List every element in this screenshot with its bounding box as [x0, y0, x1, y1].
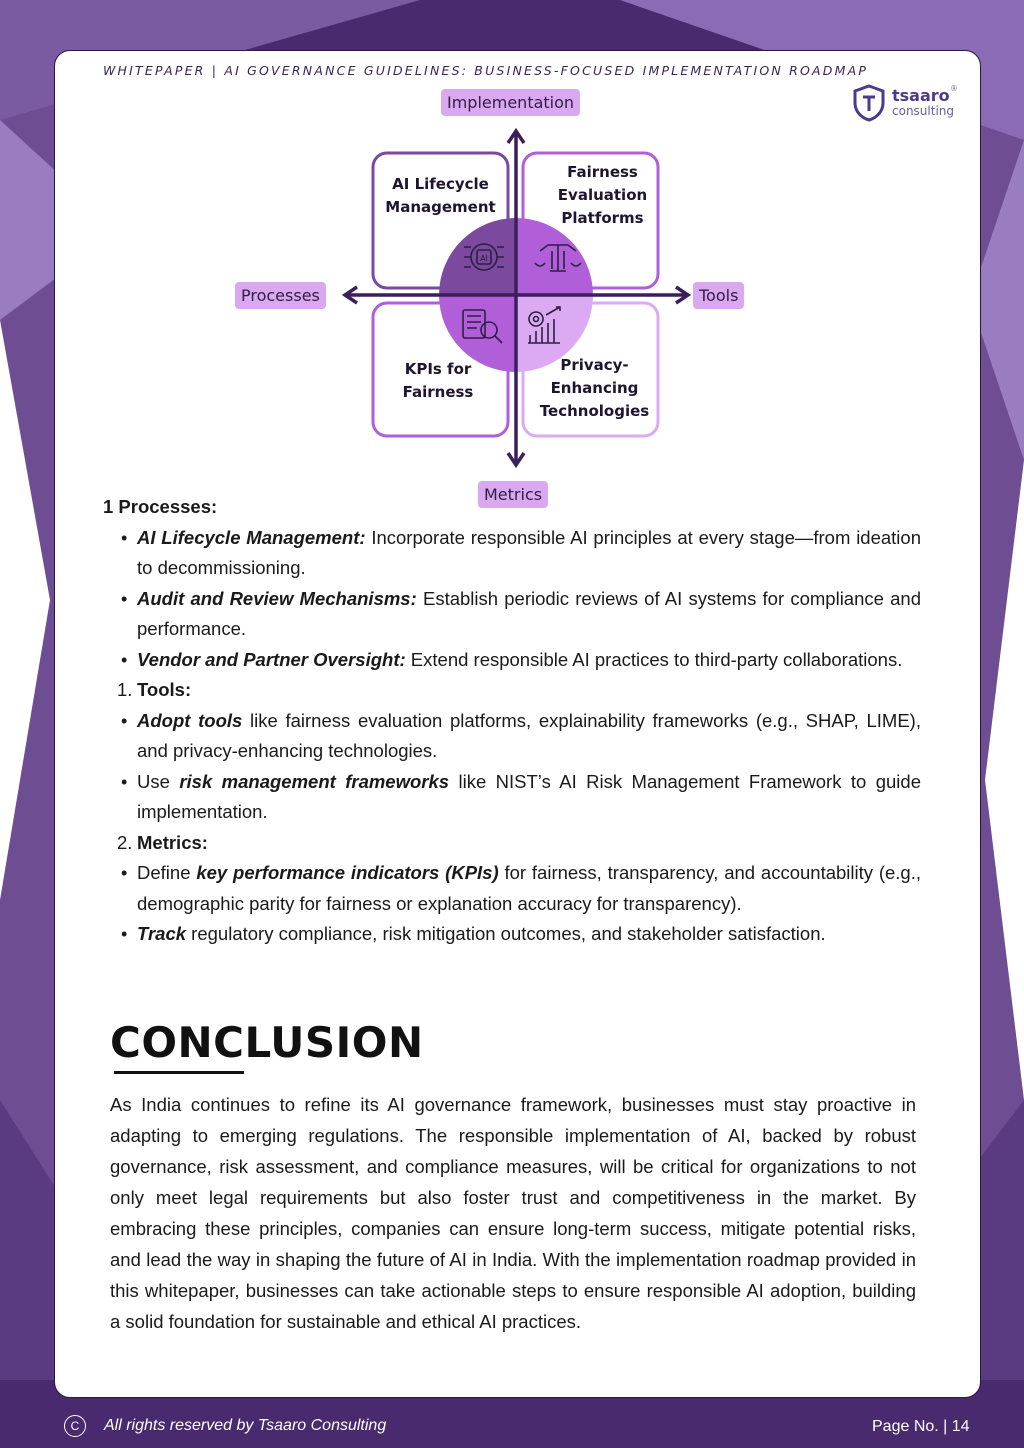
- shield-icon: [852, 84, 886, 122]
- axis-label-tools: Tools: [693, 282, 744, 309]
- axis-label-processes: Processes: [235, 282, 326, 309]
- list-item: • Audit and Review Mechanisms: Establish periodic reviews of AI systems for compliance and performance.: [103, 584, 921, 645]
- svg-text:AI: AI: [480, 254, 488, 263]
- list-item: • Define key performance indicators (KPIs) for fairness, transparency, and accountability (e.g., demographic parity for fairness or explanation accuracy for transparency).: [103, 858, 921, 919]
- quadrant-label-kpis: KPIs for Fairness: [402, 360, 474, 401]
- list-item: • Vendor and Partner Oversight: Extend responsible AI practices to third-party collaborations.: [103, 645, 921, 676]
- quadrant-label-ai-lifecycle: AI Lifecycle Management: [385, 175, 496, 216]
- quadrant-label-fairness-platforms: Fairness Evaluation Platforms: [557, 163, 648, 227]
- list-item: • Adopt tools like fairness evaluation platforms, explainability frameworks (e.g., SHAP, LIME), and privacy-enhancing technologies.: [103, 706, 921, 767]
- tsaaro-logo: [852, 84, 962, 124]
- conclusion-text: As India continues to refine its AI governance framework, businesses must stay proactive in adapting to emerging regulations. The responsible implementation of AI, backed by robust governance, risk assessment, and compliance measures, will be critical for organizations to not only meet legal requirements but also foster trust and competitiveness in the market. By embracing these principles, companies can ensure long-term success, mitigate potential risks, and lead the way in shaping the future of AI in India. With the implementation roadmap provided in this whitepaper, businesses can take actionable steps to ensure responsible AI adoption, building a solid foundation for sustainable and ethical AI practices.: [110, 1094, 916, 1332]
- list-item: • Track regulatory compliance, risk mitigation outcomes, and stakeholder satisfaction.: [103, 919, 921, 950]
- rights-text: All rights reserved by Tsaaro Consulting: [104, 1417, 387, 1434]
- page-number: Page No. | 14: [872, 1418, 970, 1435]
- implementation-diagram: [230, 85, 770, 515]
- list-item: • Use risk management frameworks like NIST’s AI Risk Management Framework to guide implementation.: [103, 767, 921, 828]
- metrics-heading: 2. Metrics:: [117, 831, 208, 853]
- processes-heading: 1 Processes:: [103, 496, 218, 517]
- whitepaper-header: WHITEPAPER | AI GOVERNANCE GUIDELINES: BUSINESS-FOCUSED IMPLEMENTATION ROADMAP: [103, 63, 869, 78]
- list-item: • AI Lifecycle Management: Incorporate responsible AI principles at every stage—from ideation to decommissioning.: [103, 523, 921, 584]
- axis-label-metrics: Metrics: [478, 481, 548, 508]
- conclusion-title: CONCLUSION: [110, 1018, 424, 1067]
- copyright-icon: C: [64, 1415, 86, 1437]
- footer-rights: [64, 1415, 386, 1437]
- roadmap-content: [103, 492, 921, 950]
- conclusion-underline: [114, 1071, 244, 1074]
- logo-registered-mark: ®: [951, 84, 957, 93]
- logo-subtitle: consulting: [892, 104, 954, 118]
- tools-heading: 1. Tools:: [117, 679, 192, 700]
- axis-label-implementation: Implementation: [441, 89, 580, 116]
- logo-name: tsaaro: [892, 86, 950, 105]
- quadrant-label-privacy: Privacy- Enhancing Technologies: [539, 356, 650, 420]
